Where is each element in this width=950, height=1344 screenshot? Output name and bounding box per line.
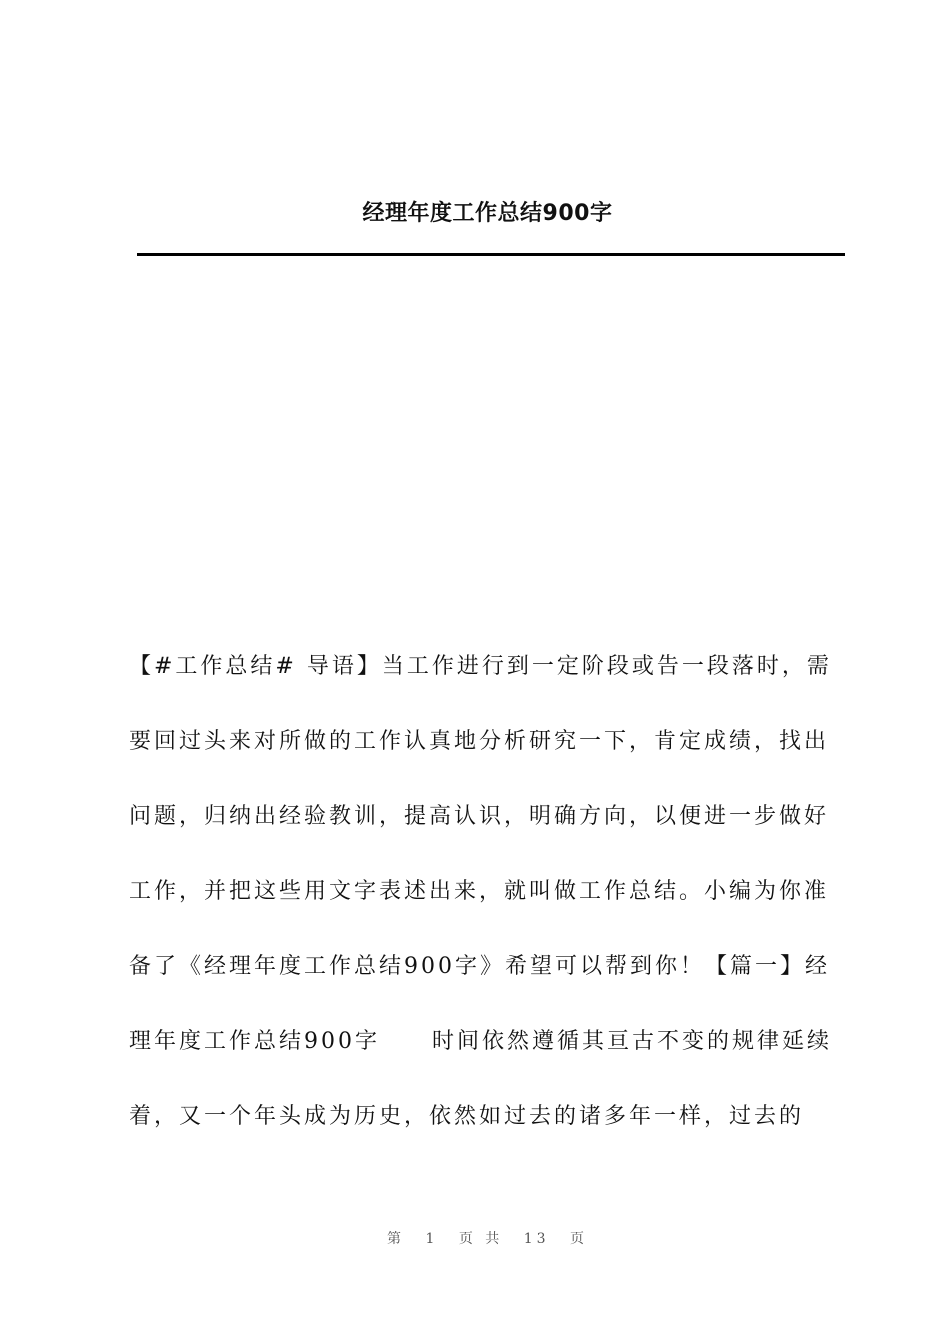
page-number: 1 [425, 1231, 439, 1247]
total-label: 页 共 [458, 1231, 504, 1247]
title-underline [137, 253, 845, 256]
page-suffix: 页 [570, 1231, 588, 1247]
paragraph-line: 备了《经理年度工作总结900字》希望可以帮到你！【篇一】经 [129, 954, 830, 979]
paragraph-line: 着，又一个年头成为历史，依然如过去的诸多年一样，过去的 [129, 1104, 805, 1129]
page-label: 第 [386, 1231, 405, 1247]
paragraph-line: 工作，并把这些用文字表述出来，就叫做工作总结。小编为你准 [129, 879, 830, 904]
paragraph-text: 时间依然遵循其亘古不变的规律延续 [432, 1029, 833, 1054]
paragraph-line: 【#工作总结# 导语】当工作进行到一定阶段或告一段落时，需 [129, 654, 832, 679]
section-heading-text: 理年度工作总结900字 [129, 1029, 380, 1054]
total-pages: 13 [523, 1231, 550, 1247]
body-text [129, 644, 845, 1169]
paragraph-line: 要回过头来对所做的工作认真地分析研究一下，肯定成绩，找出 [129, 729, 830, 754]
document-title: 经理年度工作总结900字 [362, 201, 613, 226]
paragraph-line: 问题，归纳出经验教训，提高认识，明确方向，以便进一步做好 [129, 804, 830, 829]
page-footer [0, 1228, 950, 1248]
paragraph-line [129, 1019, 845, 1094]
